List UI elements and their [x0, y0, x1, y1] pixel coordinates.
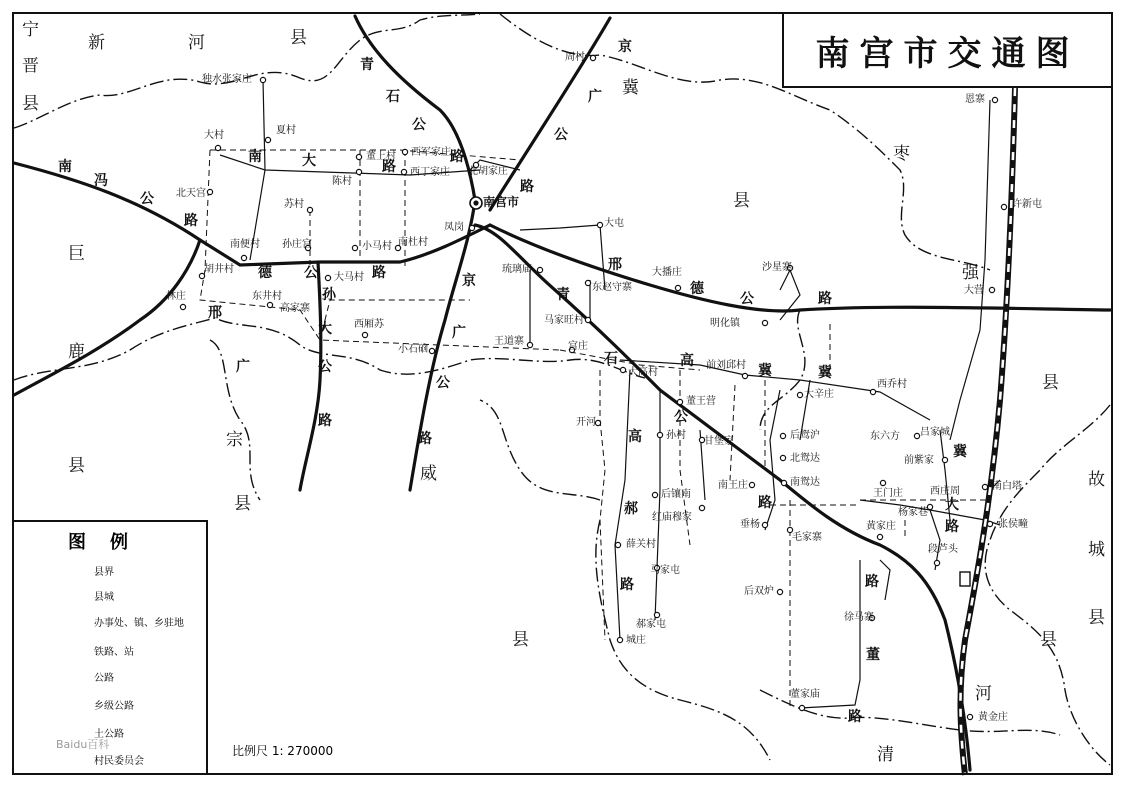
place-ensi: 恩寨 — [965, 94, 985, 105]
road-nanfeng-2: 冯 — [94, 173, 108, 189]
place-nanbian: 南便村 — [230, 239, 260, 250]
road-jg-2: 公 — [554, 127, 568, 143]
road-ji-1: 冀 — [758, 363, 772, 379]
region-xian-mid: 县 — [512, 630, 529, 650]
region-gucheng-3: 县 — [1088, 608, 1105, 628]
road-xingde-1: 德 — [258, 265, 272, 281]
place-datun: 大屯 — [604, 218, 624, 229]
place-huanglian: 黄家庄 — [866, 521, 896, 532]
place-xihou: 西厢苏 — [354, 319, 384, 330]
road-xingde2-1: 邢 — [208, 305, 222, 321]
legend-text-village-committee: 村民委员会 — [94, 756, 144, 767]
place-dongzhao: 东赵守寨 — [592, 282, 632, 293]
road-jg-1: 广 — [588, 89, 602, 105]
region-xinhe-1: 新 — [88, 33, 105, 53]
road-jiadai-3: 路 — [945, 519, 959, 535]
region-julu-3: 县 — [68, 456, 85, 476]
road-nanda-2: 大 — [302, 153, 316, 169]
place-dongliu: 东六方 — [870, 431, 900, 442]
place-dabo: 大播庄 — [652, 267, 682, 278]
legend-text-town: 办事处、镇、乡驻地 — [94, 618, 184, 629]
place-ganqian: 甘堡家 — [704, 436, 734, 447]
road-gaoding-2: 公 — [674, 409, 688, 425]
place-dama: 大马村 — [334, 272, 364, 283]
region-xinhe-3: 县 — [290, 28, 307, 48]
map-title-box — [782, 12, 1113, 88]
road-nanda-1: 南 — [248, 149, 262, 165]
place-dagaocun: 大高村 — [628, 367, 658, 378]
place-dacun: 大村 — [204, 130, 224, 141]
road-xingde3-3: 公 — [740, 291, 754, 307]
place-xicun: 夏村 — [276, 125, 296, 136]
region-ji: 冀 — [622, 78, 639, 98]
place-hujing: 胡井村 — [204, 264, 234, 275]
road-xingde-2: 公 — [304, 265, 318, 281]
place-dongjiadian: 董家庙 — [790, 689, 820, 700]
road-jg2-1: 京 — [462, 273, 476, 289]
place-majiatun: 马家屯 — [650, 565, 680, 576]
legend-row-county-seat — [22, 585, 204, 605]
place-chengzhuang: 城庄 — [626, 635, 646, 646]
place-zhanghou: 张侯疃 — [998, 519, 1028, 530]
place-houli: 后镶南 — [661, 489, 691, 500]
place-dushui: 独水张家庄 — [202, 74, 252, 85]
road-nanfeng-3: 公 — [140, 191, 154, 207]
road-ji-2: 冀 — [818, 365, 832, 381]
place-beiyan: 北鸳达 — [790, 453, 820, 464]
road-zhao-3: 路 — [620, 577, 634, 593]
place-yangjia: 杨家巷 — [898, 507, 928, 518]
road-qingshi-4: 路 — [450, 149, 464, 165]
place-beihu: 北胡家庄 — [468, 166, 508, 177]
legend-row-town — [22, 611, 204, 631]
place-fenggang: 凤岗 — [444, 222, 464, 233]
legend-text-highway: 公路 — [94, 673, 114, 684]
region-qiang: 强 — [962, 263, 979, 283]
place-majiaxing: 马家旺村 — [544, 315, 584, 326]
place-daying: 大营 — [964, 285, 984, 296]
road-nanfeng-4: 路 — [184, 213, 198, 229]
region-gucheng-1: 故 — [1088, 470, 1105, 490]
legend-row-highway — [22, 666, 204, 686]
place-dongyu: 董王营 — [686, 396, 716, 407]
region-zaoqiang-2: 县 — [733, 191, 750, 211]
region-julu-2: 鹿 — [68, 342, 85, 362]
place-chuiyang: 垂杨 — [740, 519, 760, 530]
legend-row-dirt-road — [22, 722, 204, 742]
road-jg-3: 路 — [520, 179, 534, 195]
legend-title: 图例 — [68, 532, 152, 553]
place-houshuang: 后双炉 — [744, 586, 774, 597]
place-haojia: 郝家屯 — [636, 619, 666, 630]
place-xiqiao: 西乔村 — [877, 379, 907, 390]
road-dong-3: 路 — [848, 709, 862, 725]
road-jiadai-1: 冀 — [953, 444, 967, 460]
legend-row-boundary — [22, 560, 204, 580]
place-nangong-c: 孙庄宫 — [282, 239, 312, 250]
road-zhao-2: 郝 — [624, 501, 638, 517]
place-nanbai: 南白塔 — [992, 481, 1022, 492]
place-zhouzhuang: 宫庄 — [568, 341, 588, 352]
road-dong-2: 董 — [866, 647, 880, 663]
place-chenshang: 董上村 — [366, 151, 396, 162]
place-sucun: 苏村 — [284, 199, 304, 210]
road-nanfeng-1: 南 — [58, 159, 72, 175]
legend-text-boundary: 县界 — [94, 567, 114, 578]
city-nangong: 南宫市 — [483, 195, 520, 209]
place-daxin: 大辛庄 — [804, 389, 834, 400]
legend-row-village-committee — [22, 749, 204, 769]
place-xueguan: 薛关村 — [626, 539, 656, 550]
region-qinghe-qing: 清 — [877, 745, 894, 765]
scale-bar-label: 比例尺 1: 270000 — [232, 744, 334, 758]
watermark: Baidu百科 — [56, 738, 110, 751]
road-xingde3-4: 路 — [818, 291, 832, 307]
place-minghua: 明化镇 — [710, 318, 740, 329]
road-qingshi-3: 公 — [412, 117, 426, 133]
place-xijunjia: 西军家庄 — [411, 147, 451, 158]
road-qingshi-1: 青 — [360, 57, 374, 73]
legend-text-township-road: 乡级公路 — [94, 701, 134, 712]
place-xiaoshiba: 小石硇 — [398, 344, 428, 355]
region-zaoqiang-1: 枣 — [893, 144, 910, 164]
place-hongmiao: 红庙穆家 — [652, 512, 692, 523]
place-xizhou: 西庄周 — [930, 486, 960, 497]
place-lvjia: 吕家城 — [920, 427, 950, 438]
road-xingde-3: 路 — [372, 265, 386, 281]
road-zhao-1: 高 — [628, 429, 642, 445]
region-weixian: 威 — [420, 464, 437, 484]
road-xingde3-2: 德 — [690, 281, 704, 297]
region-xinhe-2: 河 — [188, 33, 205, 53]
place-suncun: 孙村 — [666, 430, 686, 441]
place-maojia: 毛家寨 — [792, 532, 822, 543]
road-xingde3-1: 邢 — [608, 257, 622, 273]
place-nandu: 南杜村 — [398, 237, 428, 248]
place-chencun: 陈村 — [332, 176, 352, 187]
place-linzhuang: 林庄 — [166, 291, 186, 302]
road-dasun-2: 大 — [318, 321, 332, 337]
place-xuma: 徐马寨 — [844, 612, 874, 623]
road-dasun-1: 孙 — [322, 287, 336, 303]
map-legend — [12, 520, 208, 775]
place-houyan: 后鸳沪 — [790, 430, 820, 441]
place-nanwang: 南王庄 — [718, 480, 748, 491]
road-lu-1: 路 — [758, 495, 772, 511]
road-qingshi2-2: 石 — [604, 351, 618, 367]
place-qianjia: 前紫家 — [904, 455, 934, 466]
legend-row-township-road — [22, 694, 204, 714]
legend-row-railway — [22, 640, 204, 660]
region-gucheng-2: 城 — [1088, 540, 1105, 560]
region-julu-1: 巨 — [68, 244, 85, 264]
road-gaoding-1: 高 — [680, 353, 694, 369]
place-wangdao: 王道寨 — [494, 336, 524, 347]
place-kaihe: 开河 — [576, 417, 596, 428]
place-liuli: 琉璃庙 — [502, 264, 532, 275]
place-gaojia: 高家寨 — [280, 303, 310, 314]
road-jg2-4: 路 — [418, 431, 432, 447]
region-he-xian: 县 — [1040, 630, 1057, 650]
road-jg-jing: 京 — [618, 39, 632, 55]
place-xiaoma: 小马村 — [362, 241, 392, 252]
region-ningjin-3: 县 — [22, 94, 39, 114]
region-ningjin-2: 晋 — [22, 56, 39, 76]
legend-text-railway: 铁路、站 — [94, 647, 134, 658]
road-dong-1: 路 — [865, 574, 879, 590]
place-zhoucun: 周村 — [565, 52, 585, 63]
place-nanyan: 南鸳达 — [790, 477, 820, 488]
road-qingshi2-1: 青 — [556, 287, 570, 303]
legend-text-county-seat: 县城 — [94, 592, 114, 603]
place-xuxin: 许新屯 — [1012, 199, 1042, 210]
road-qingshi-2: 石 — [386, 89, 400, 105]
place-jiahuan: 段芦头 — [928, 544, 958, 555]
road-dasun-3: 公 — [318, 359, 332, 375]
region-ningjin-1: 宁 — [22, 20, 39, 40]
legend-text-dirt-road: 土公路 — [94, 729, 124, 740]
map-title: 南宫市交通图 — [815, 33, 1080, 74]
place-shaqian: 沙星寨 — [762, 262, 792, 273]
region-qiang-xian: 县 — [1042, 373, 1059, 393]
place-beitian: 北天宫 — [176, 188, 206, 199]
region-qinghe-he: 河 — [975, 684, 992, 704]
place-huangjinzhuang: 黄金庄 — [978, 712, 1008, 723]
road-jg2-3: 公 — [436, 375, 450, 391]
region-guangzong-3: 县 — [234, 494, 251, 514]
road-jg2-2: 广 — [452, 325, 466, 341]
region-guangzong-2: 宗 — [226, 430, 243, 450]
place-wangmen: 王门庄 — [873, 488, 903, 499]
road-nanda-3: 路 — [382, 159, 396, 175]
place-dongjing: 东井村 — [252, 291, 282, 302]
road-dasun-4: 路 — [318, 413, 332, 429]
place-xiding: 西丁家庄 — [410, 167, 450, 178]
road-guang: 广 — [236, 359, 250, 375]
road-jiadai-2: 大 — [945, 497, 959, 513]
place-qianliu: 前刘邱村 — [706, 360, 746, 371]
